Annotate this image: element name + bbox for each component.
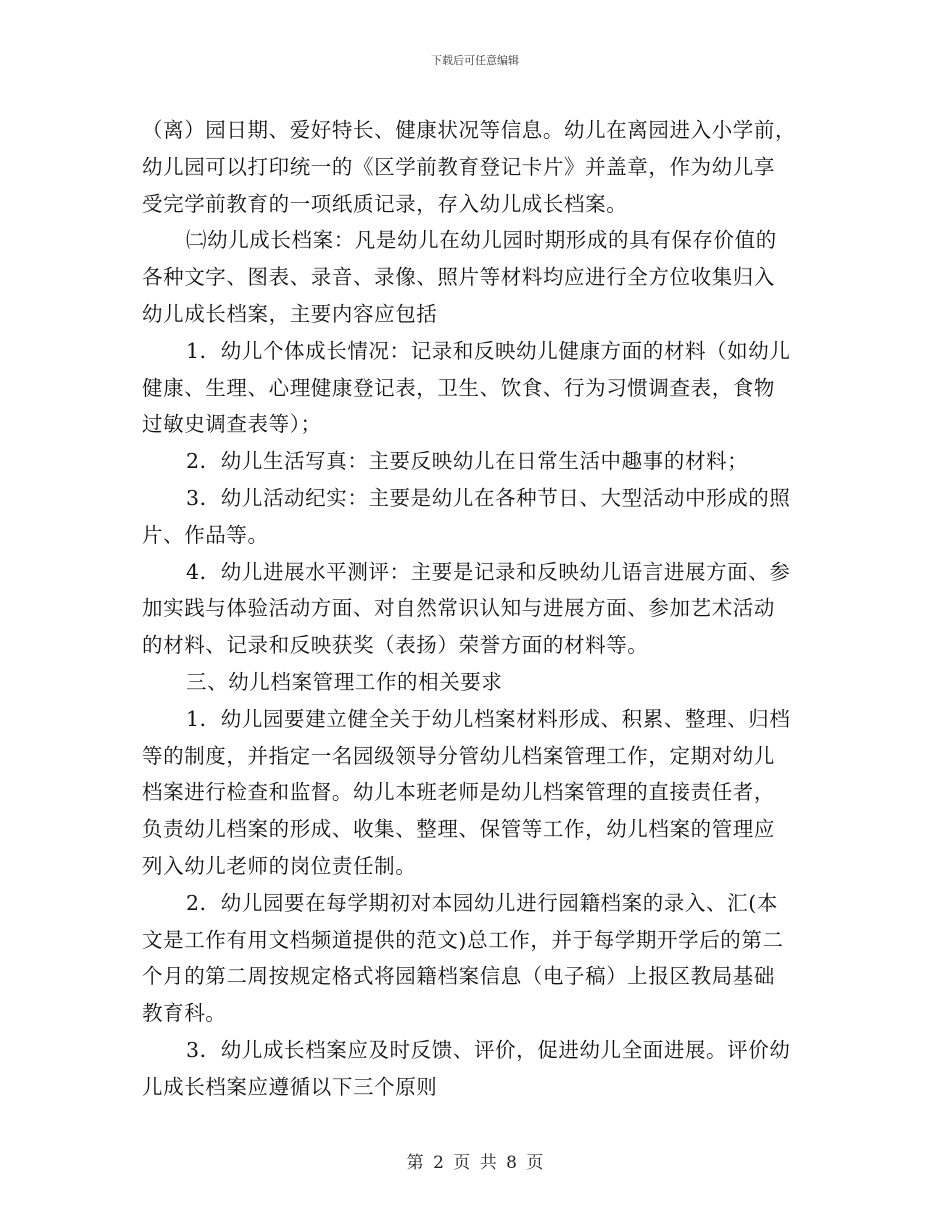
text-line: 负责幼儿档案的形成、收集、整理、保管等工作，幼儿档案的管理应 [142, 817, 775, 842]
text-line: 加实践与体验活动方面、对自然常识认知与进展方面、参加艺术活动 [142, 596, 775, 621]
page-number: 第 2 页 共 8 页 [406, 1153, 544, 1173]
text-line: 幼儿园可以打印统一的《区学前教育登记卡片》并盖章，作为幼儿享 [142, 154, 775, 179]
section-heading: 三、幼儿档案管理工作的相关要求 [186, 669, 503, 694]
text-line: 的材料、记录和反映获奖（表扬）荣誉方面的材料等。 [142, 633, 649, 658]
text-line: 文是工作有用文档频道提供的范文)总工作，并于每学期开学后的第二 [142, 927, 784, 952]
text-line: 等的制度，并指定一名园级领导分管幼儿档案管理工作，定期对幼儿 [142, 743, 775, 768]
text-line: 档案进行检查和监督。幼儿本班老师是幼儿档案管理的直接责任者， [142, 780, 775, 805]
text-line: 3．幼儿成长档案应及时反馈、评价，促进幼儿全面进展。评价幼 [186, 1037, 791, 1062]
text-line: 片、作品等。 [142, 522, 269, 547]
text-line: （离）园日期、爱好特长、健康状况等信息。幼儿在离园进入小学前， [142, 118, 797, 142]
text-line: 健康、生理、心理健康登记表，卫生、饮食、行为习惯调查表，食物 [142, 375, 775, 400]
text-line: 幼儿成长档案，主要内容应包括 [142, 301, 438, 326]
text-line: 儿成长档案应遵循以下三个原则 [142, 1074, 438, 1099]
text-line: 1．幼儿个体成长情况：记录和反映幼儿健康方面的材料（如幼儿 [186, 338, 791, 363]
page-header: 下载后可任意编辑 [431, 54, 519, 67]
text-line: 过敏史调查表等）； [142, 412, 322, 437]
text-line: 受完学前教育的一项纸质记录，存入幼儿成长档案。 [142, 191, 628, 216]
text-line: 4．幼儿进展水平测评：主要是记录和反映幼儿语言进展方面、参 [186, 559, 791, 584]
text-line: 各种文字、图表、录音、录像、照片等材料均应进行全方位收集归入 [142, 265, 775, 290]
text-line: 个月的第二周按规定格式将园籍档案信息（电子稿）上报区教局基础 [142, 964, 775, 989]
document-body [142, 112, 810, 1106]
text-line: ㈡幼儿成长档案：凡是幼儿在幼儿园时期形成的具有保存价值的 [186, 228, 777, 253]
text-line: 2．幼儿园要在每学期初对本园幼儿进行园籍档案的录入、汇(本 [186, 890, 778, 915]
text-line: 2．幼儿生活写真：主要反映幼儿在日常生活中趣事的材料； [186, 449, 749, 474]
text-line: 3．幼儿活动纪实：主要是幼儿在各种节日、大型活动中形成的照 [186, 485, 791, 510]
text-line: 1．幼儿园要建立健全关于幼儿档案材料形成、积累、整理、归档 [186, 706, 791, 731]
text-line: 教育科。 [142, 1001, 227, 1026]
text-line: 列入幼儿老师的岗位责任制。 [142, 853, 417, 878]
